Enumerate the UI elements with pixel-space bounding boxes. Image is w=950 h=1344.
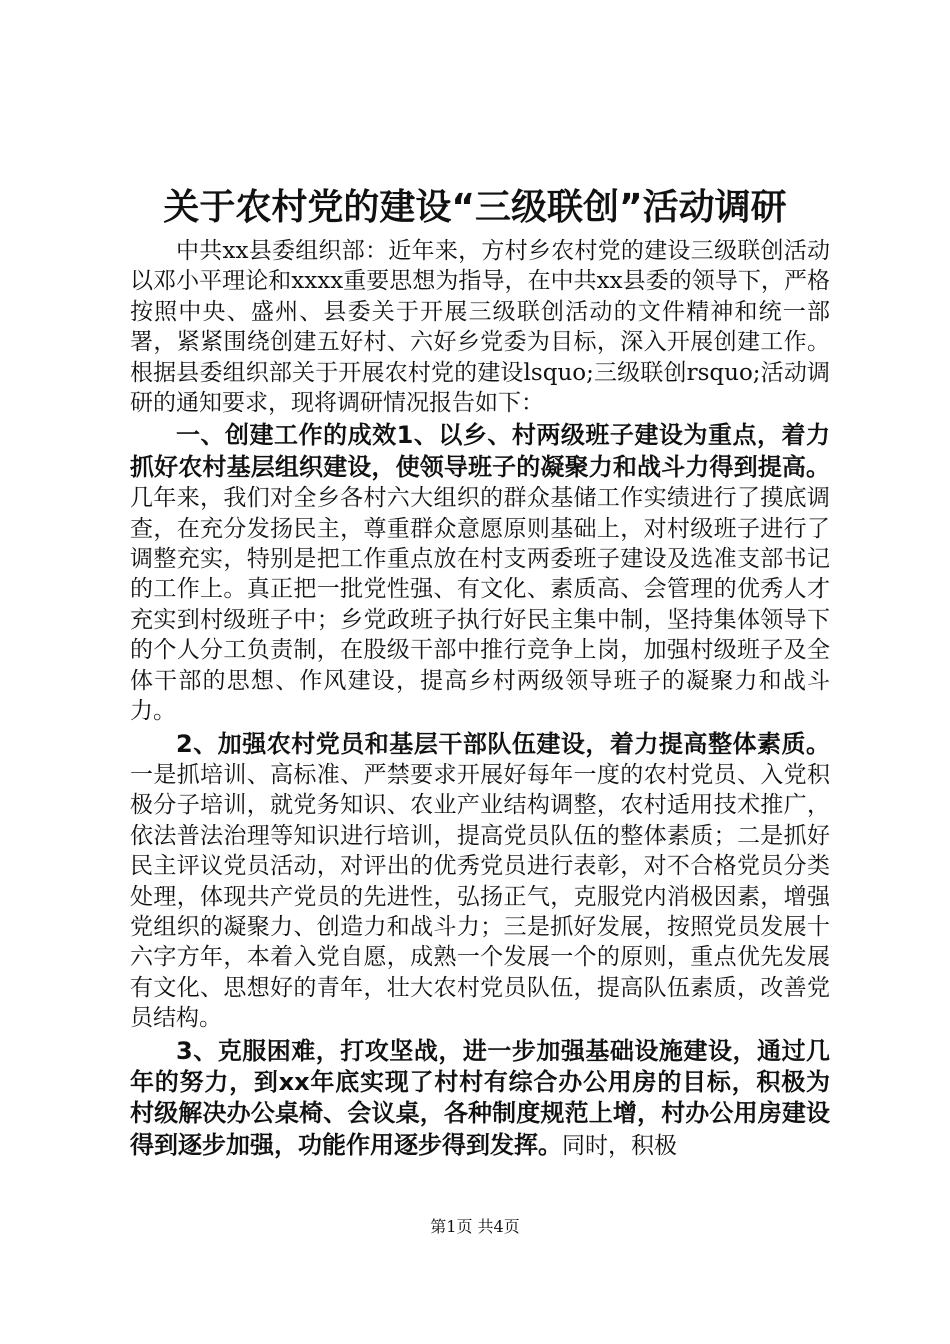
section-1-body: 几年来，我们对全乡各村六大组织的群众基储工作实绩进行了摸底调查，在充分发扬民主，尊重群众意愿原则基础上，对村级班子进行了调整充实，特别是把工作重点放在村支两委班子建设及选准支部书记的工作上。真正把一批党性强、有文化、素质高、会管理的优秀人才充实到村级班子中；乡党政班子执行好民主集中制，坚持集体领导下的个人分工负责制，在股级干部中推行竞争上岗，加强村级班子及全体干部的思想、作风建设，提高乡村两级领导班子的凝聚力和战斗力。 (130, 485, 830, 725)
section-1-heading: 一、创建工作的成效1、以乡、村两级班子建设为重点，着力抓好农村基层组织建设，使领导班子的凝聚力和战斗力得到提高。 (130, 421, 830, 481)
paragraph-section-2 (130, 729, 830, 1034)
paragraph-section-1 (130, 420, 830, 726)
paragraph-intro: 中共xx县委组织部：近年来，方村乡农村党的建设三级联创活动以邓小平理论和xxxx重要思想为指导，在中共xx县委的领导下，严格按照中央、盛州、县委关于开展三级联创活动的文件精神和统一部署，紧紧围绕创建五好村、六好乡党委为目标，深入开展创建工作。根据县委组织部关于开展农村党的建设lsquo;三级联创rsquo;活动调研的通知要求，现将调研情况报告如下： (130, 238, 830, 417)
paragraph-section-3 (130, 1036, 830, 1162)
document-title: 关于农村党的建设“三级联创”活动调研 (163, 187, 787, 228)
page-number-footer: 第1页 共4页 (430, 1217, 520, 1236)
section-2-heading: 2、加强农村党员和基层干部队伍建设，着力提高整体素质。 (176, 729, 830, 758)
document-body (130, 236, 830, 1161)
section-3-body: 同时，积极 (562, 1132, 677, 1159)
section-3-heading: 3、克服困难，打攻坚战，进一步加强基础设施建设，通过几年的努力，到xx年底实现了村村有综合办公用房的目标，积极为村级解决办公桌椅、会议桌，各种制度规范上增，村办公用房建设得到逐步加强，功能作用逐步得到发挥。 (130, 1036, 830, 1159)
section-2-body: 一是抓培训、高标准、严禁要求开展好每年一度的农村党员、入党积极分子培训，就党务知识、农业产业结构调整，农村适用技术推广，依法普法治理等知识进行培训，提高党员队伍的整体素质；二是抓好民主评议党员活动，对评出的优秀党员进行表彰，对不合格党员分类处理，体现共产党员的先进性，弘扬正气，克服党内消极因素，增强党组织的凝聚力、创造力和战斗力；三是抓好发展，按照党员发展十六字方年，本着入党自愿，成熟一个发展一个的原则，重点优先发展有文化、思想好的青年，壮大农村党员队伍，提高队伍素质，改善党员结构。 (130, 761, 830, 1032)
